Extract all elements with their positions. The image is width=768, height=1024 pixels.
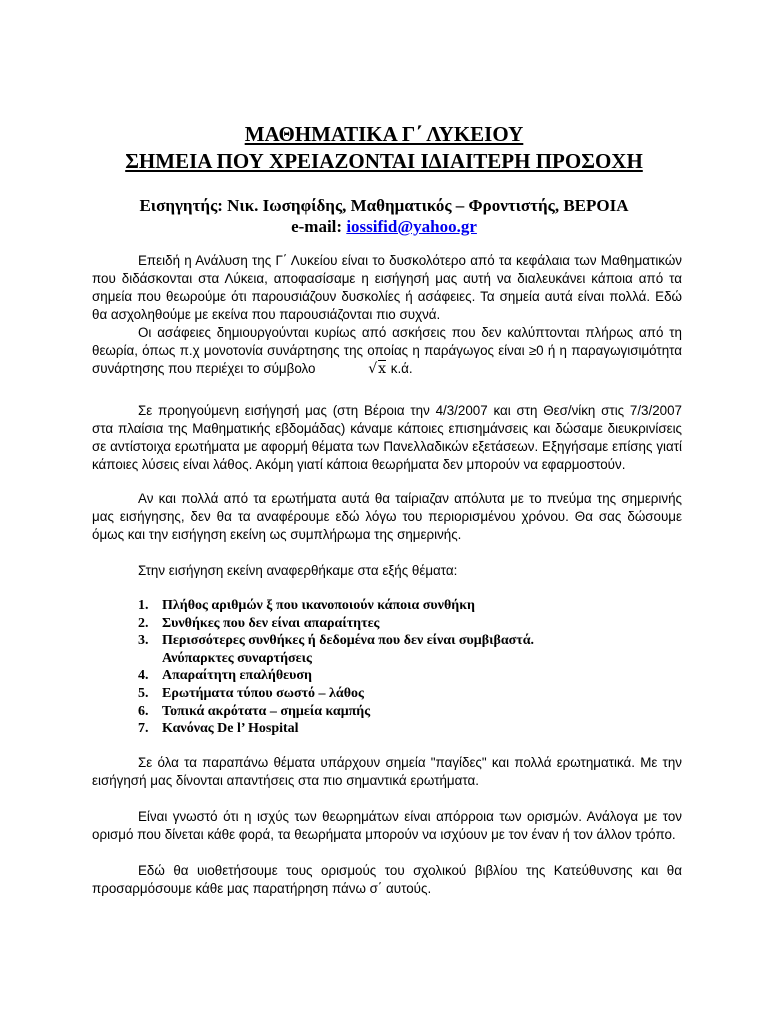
list-item-number: 3.	[138, 633, 149, 649]
paragraph-ambiguities	[92, 324, 682, 378]
list-item	[138, 632, 558, 667]
paragraph-traps: Σε όλα τα παραπάνω θέματα υπάρχουν σημεία "παγίδες" και πολλά ερωτηματικά. Με την εισήγησή μας δίνονται απαντήσεις στα πιο σημαντικά ερωτήματα.	[92, 755, 682, 788]
paragraph-ambiguities-text: Οι ασάφειες δημιουργούνται κυρίως από ασκήσεις που δεν καλύπτονται πλήρως από τη θεωρία, όπως π.χ μονοτονία συνάρτησης της οποίας η παράγωγος είναι ≥0 ή η παραγωγισιμότητα συνάρτησης που περιέχει το σύμβολο	[92, 325, 682, 376]
paragraph-topics-intro: Στην εισήγηση εκείνη αναφερθήκαμε στα εξής θέματα:	[138, 563, 458, 578]
list-item-number: 5.	[138, 685, 149, 701]
document-title-line2: ΣΗΜΕΙΑ ΠΟΥ ΧΡΕΙΑΖΟΝΤΑΙ ΙΔΙΑΙΤΕΡΗ ΠΡΟΣΟΧΗ	[125, 149, 643, 173]
list-item	[138, 667, 558, 685]
radical-sign-icon: √	[368, 361, 378, 377]
paragraph-previous-talk: Σε προηγούμενη εισήγησή μας (στη Βέροια την 4/3/2007 και στη Θεσ/νίκη στις 7/3/2007 στα πλαίσια της Μαθηματικής εβδομάδας) κάναμε κάποιες επισημάνσεις και δώσαμε διευκρινίσεις σε αντίστοιχα ερωτήματα με αφορμή θέματα των Πανελλαδικών εξετάσεων. Εξηγήσαμε επίσης γιατί κάποιες λύσεις είναι λάθος. Ακόμη γιατί κάποια θεωρήματα δεν μπορούν να εφαρμοστούν.	[92, 403, 682, 472]
list-item-text: Ερωτήματα τύπου σωστό – λάθος	[162, 685, 364, 701]
list-item	[138, 720, 558, 738]
topics-list	[138, 597, 558, 738]
list-item	[138, 685, 558, 703]
list-item-number: 4.	[138, 668, 149, 684]
list-item	[138, 615, 558, 633]
paragraph-definitions: Είναι γνωστό ότι η ισχύς των θεωρημάτων είναι απόρροια των ορισμών. Ανάλογα με τον ορισμό που δίνεται κάθε φορά, τα θεωρήματα μπορούν να ισχύουν με τον έναν ή τον άλλον τρόπο.	[92, 809, 682, 842]
list-item-number: 2.	[138, 615, 149, 631]
paragraph-intro: Επειδή η Ανάλυση της Γ΄ Λυκείου είναι το δυσκολότερο από τα κεφάλαια των Μαθηματικών που διδάσκονται στα Λύκεια, αποφασίσαμε η εισήγησή μας αυτή να διαλευκάνει κάποια από τα σημεία που θεωρούμε ότι παρουσιάζουν δυσκολίες ή ασάφειες. Τα σημεία αυτά είναι πολλά. Εδώ θα ασχοληθούμε με εκείνα που παρουσιάζονται πιο συχνά.	[92, 253, 682, 322]
paragraph-questions: Αν και πολλά από τα ερωτήματα αυτά θα ταίριαζαν απόλυτα με το πνεύμα της σημερινής μας εισήγησης, δεν θα τα αναφέρουμε εδώ λόγω του περιορισμένου χρόνου. Θα σας δώσουμε όμως και την εισήγηση εκείνη ως συμπλήρωμα της σημερινής.	[92, 491, 682, 542]
author-email-line	[0, 217, 768, 237]
list-item-number: 6.	[138, 703, 149, 719]
document-title-line1: ΜΑΘΗΜΑΤΙΚΑ Γ΄ ΛΥΚΕΙΟΥ	[244, 122, 524, 146]
list-item-text: Απαραίτητη επαλήθευση	[162, 668, 312, 684]
list-item-text: Συνθήκες που δεν είναι απαραίτητες	[162, 615, 380, 631]
email-label: e-mail:	[291, 217, 347, 236]
paragraph-school-book: Εδώ θα υιοθετήσουμε τους ορισμούς του σχολικού βιβλίου της Κατεύθυνσης και θα προσαρμόσουμε κάθε μας παρατήρηση πάνω σ΄ αυτούς.	[92, 863, 682, 896]
list-item-text: Περισσότερες συνθήκες ή δεδομένα που δεν είναι συμβιβαστά. Ανύπαρκτες συναρτήσεις	[162, 633, 535, 666]
square-root-radicand: x	[378, 361, 387, 377]
list-item-number: 1.	[138, 598, 149, 613]
paragraph-ambiguities-end: κ.ά.	[387, 361, 413, 376]
list-item-text: Κανόνας De l’ Hospital	[162, 721, 299, 737]
list-item-text: Τοπικά ακρότατα – σημεία καμπής	[162, 703, 371, 719]
square-root-symbol	[321, 362, 387, 376]
list-item-number: 7.	[138, 721, 149, 737]
list-item	[138, 703, 558, 721]
list-item	[138, 597, 558, 615]
author-line: Εισηγητής: Νικ. Ιωσηφίδης, Μαθηματικός – Φροντιστής, ΒΕΡΟΙΑ	[139, 196, 629, 215]
list-item-text: Πλήθος αριθμών ξ που ικανοποιούν κάποια συνθήκη	[162, 598, 475, 613]
email-link[interactable]: iossifid@yahoo.gr	[346, 217, 477, 236]
